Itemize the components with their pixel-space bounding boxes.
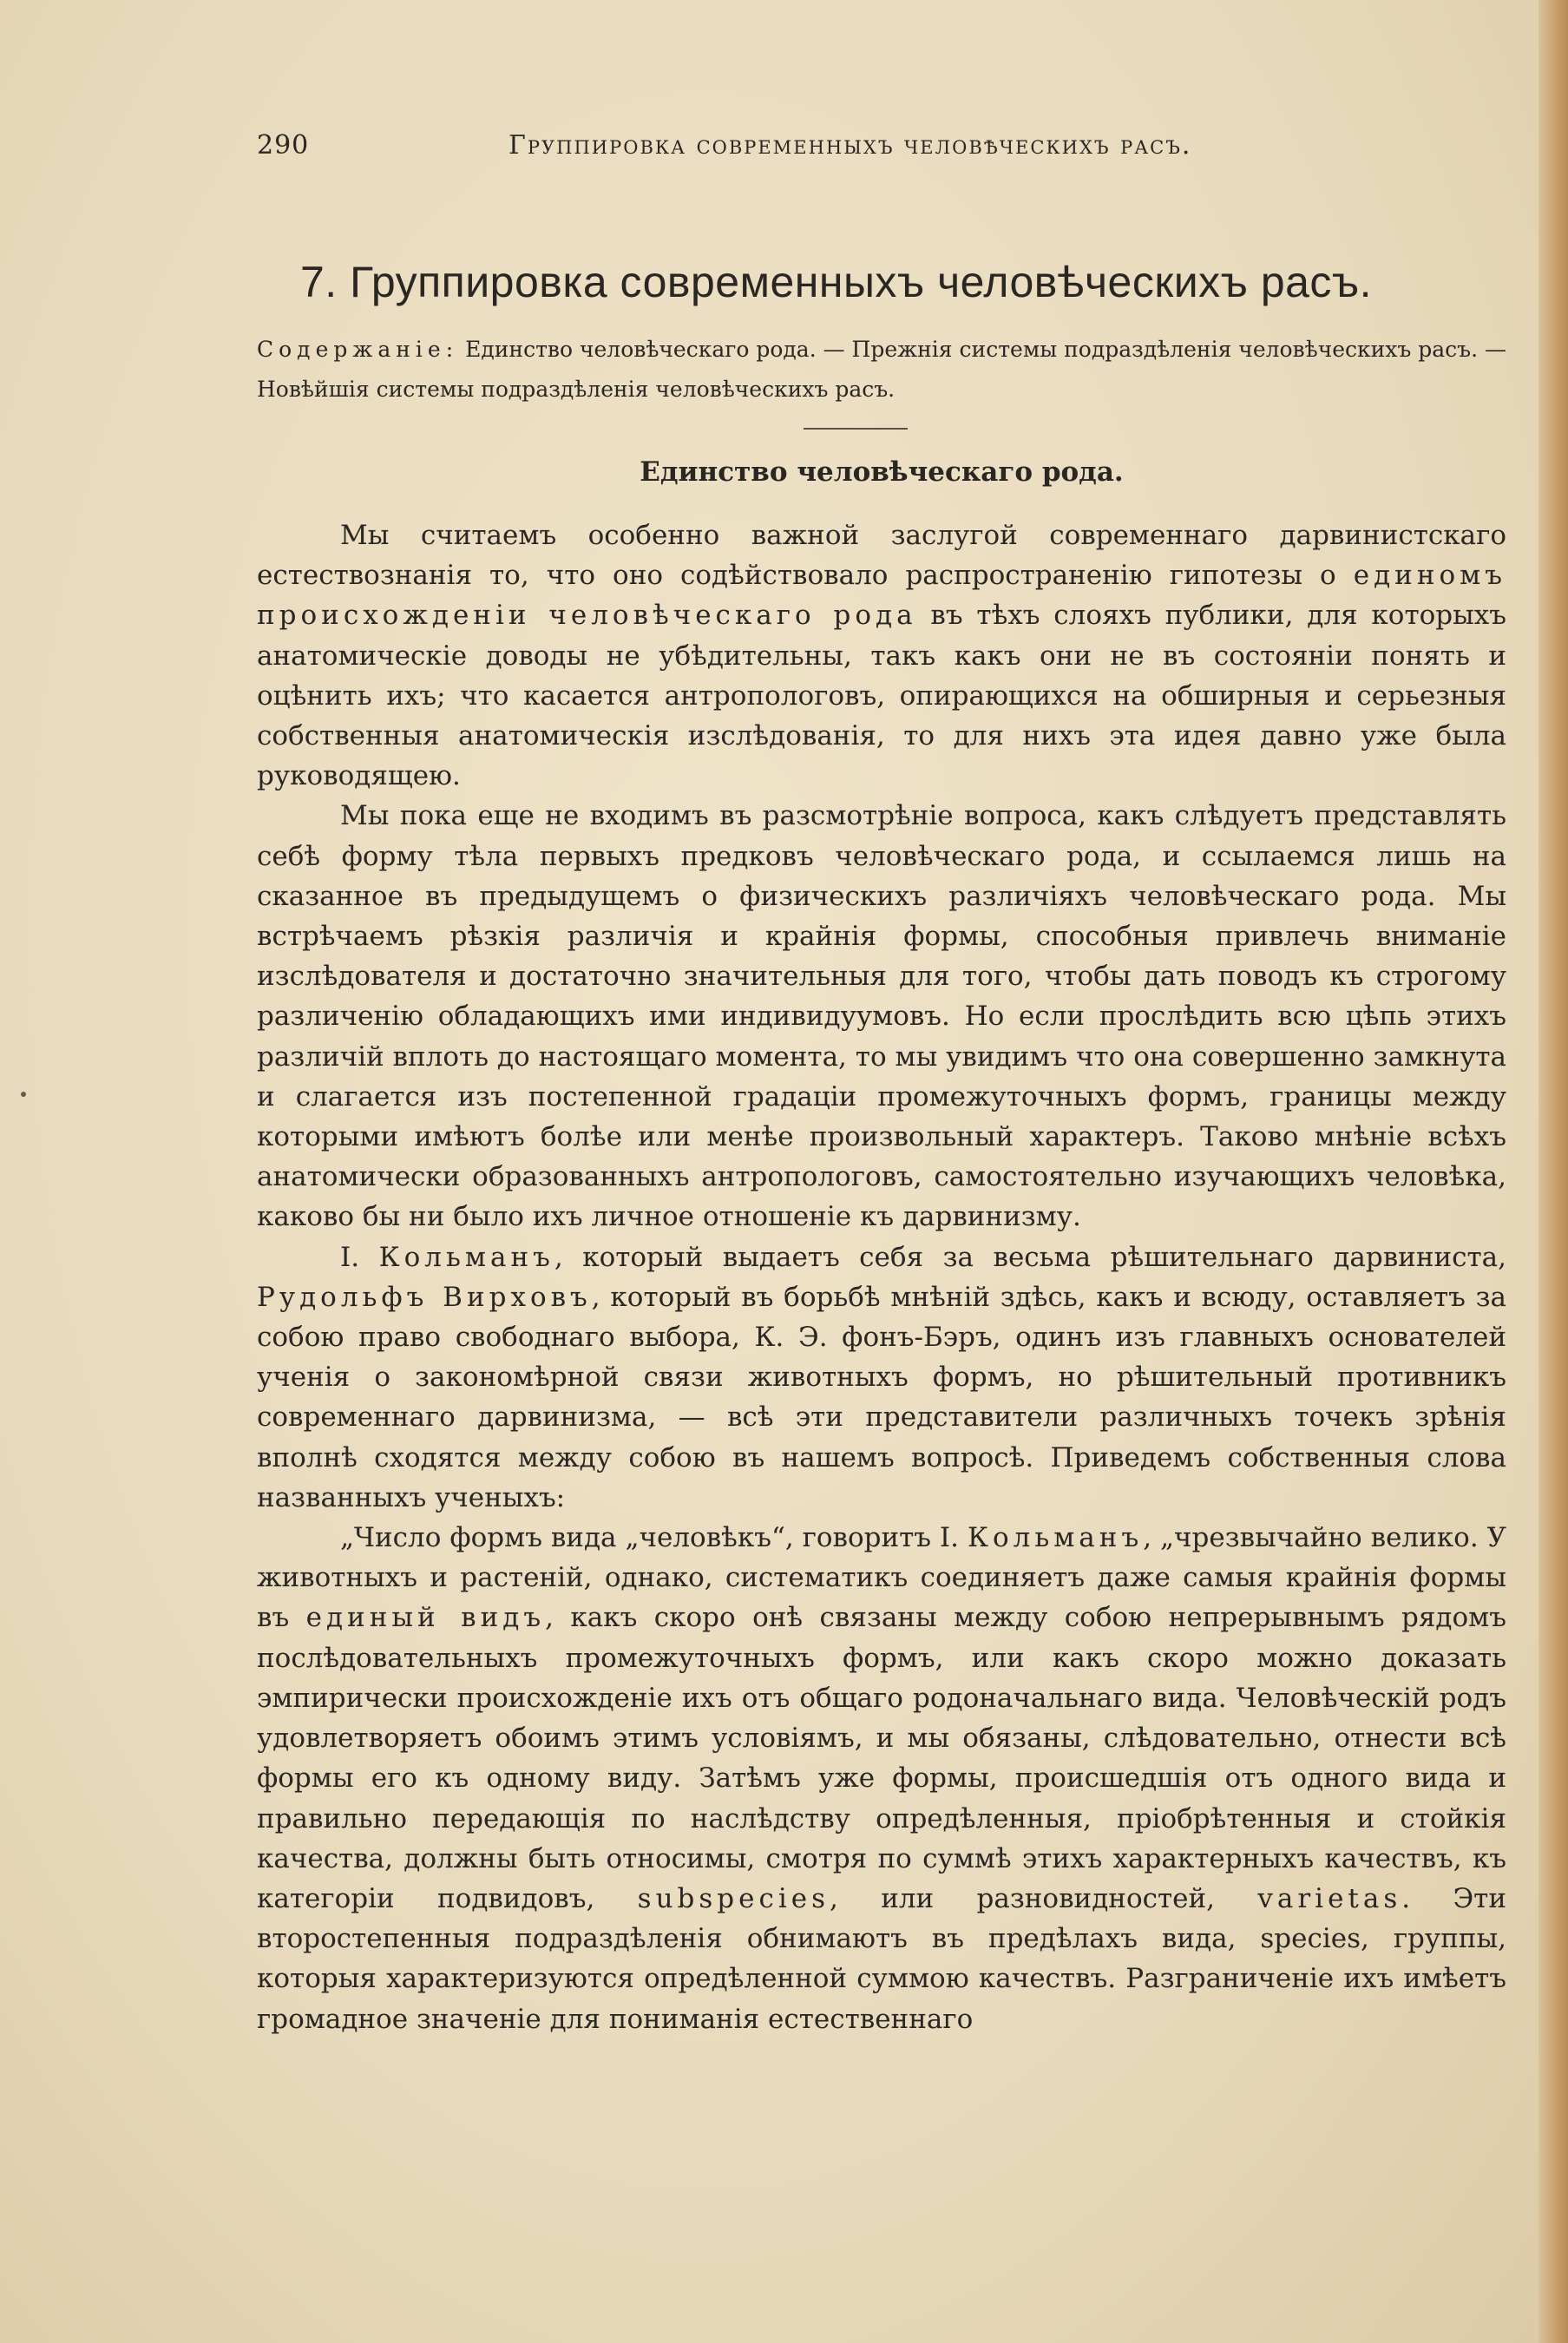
paragraph-2: Мы пока еще не входимъ въ разсмотрѣнiе вопроса, какъ слѣдуетъ представлять себѣ форму тѣла первыхъ предковъ человѣческаго рода, и ссылаемся лишь на сказанное въ предыдущемъ о физическихъ различiяхъ человѣческаго рода. Мы встрѣчаемъ рѣзкiя различiя и крайнiя формы, способныя привлечь вниманiе изслѣдователя и достаточно значительныя для того, чтобы дать поводъ къ строгому различенiю обладающихъ ими индивидуумовъ. Но если прослѣдить всю цѣпь этихъ различiй вплоть до настоящаго момента, то мы увидимъ что она совершенно замкнута и слагается изъ постепенной градацiи промежуточныхъ формъ, границы между которыми имѣютъ болѣе или менѣе произвольный характеръ. Таково мнѣнiе всѣхъ анатомически образованныхъ антропологовъ, самостоятельно изучающихъ человѣка, каково бы ни было ихъ личное отношенiе къ дарвинизму. — [257, 800, 1506, 1233]
spaced-emphasis: Рудольфъ Вирховъ — [257, 1281, 592, 1313]
text-run: , который въ борьбѣ мнѣнiй здѣсь, какъ и всюду, оставляетъ за собою право свободнаго выбора, К. Э. фонъ-Бэръ, одинъ изъ главныхъ основателей ученiя о закономѣрной связи животныхъ формъ, но рѣшительный противникъ современнаго дарвинизма, — всѣ эти представители различныхъ точекъ зрѣнiя вполнѣ сходятся между собою въ нашемъ вопросѣ. Приведемъ собственныя слова названныхъ ученыхъ: — [257, 1281, 1506, 1513]
spaced-emphasis: subspecies — [637, 1882, 830, 1914]
ink-speck — [21, 1092, 26, 1097]
divider-rule — [804, 428, 908, 430]
text-run: , который выдаетъ себя за весьма рѣшительнаго дарвиниста, — [554, 1241, 1506, 1273]
contents-label: Содержанiе: — [257, 337, 459, 362]
spaced-emphasis: varietas — [1257, 1882, 1402, 1914]
text-run: „Число формъ вида „человѣкъ“, говоритъ I. — [340, 1522, 960, 1554]
spaced-emphasis: единый видъ — [305, 1602, 546, 1634]
text-run: Мы считаемъ особенно важной заслугой современнаго дарвинистскаго естествознанiя то, что оно содѣйствовало распространенiю гипотезы о — [257, 520, 1506, 592]
chapter-contents — [257, 330, 1506, 410]
paragraph-4 — [257, 1518, 1506, 2039]
chapter-title: 7. Группировка современныхъ человѣческихъ расъ. — [300, 258, 1373, 306]
text-run: , или разновидностей, — [830, 1882, 1216, 1914]
page-number: 290 — [257, 130, 310, 161]
page-edge-shadow — [1538, 0, 1568, 2343]
text-run: , какъ скоро онѣ связаны между собою непрерывнымъ рядомъ послѣдовательныхъ промежуточныхъ формъ, или какъ скоро можно доказать эмпирически происхожденiе ихъ отъ общаго родоначальнаго вида. Человѣческiй родъ удовлетворяетъ обоимъ этимъ условiямъ, и мы обязаны, слѣдовательно, отнести всѣ формы его къ одному виду. Затѣмъ уже формы, происшедшiя отъ одного вида и правильно передающiя по наслѣдству опредѣленныя, прiобрѣтенныя и стойкiя качества, должны быть относимы, смотря по суммѣ этихъ характерныхъ качествъ, къ категорiи подвидовъ, — [257, 1602, 1506, 1914]
paragraph-3 — [257, 1237, 1506, 1518]
running-head-title: Группировка современныхъ человѣческихъ расъ. — [508, 130, 1192, 161]
text-run: , „чрезвычайно велико. У животныхъ и растенiй, однако, систематикъ соединяетъ даже самыя крайнiя формы въ — [257, 1522, 1507, 1634]
spaced-emphasis: Кольманъ — [378, 1241, 554, 1273]
spaced-emphasis: единомъ происхожденiи человѣческаго рода — [257, 560, 1506, 632]
section-heading: Единство человѣческаго рода. — [640, 456, 1124, 488]
text-run: . Эти второстепенныя подраздѣленiя обнимаютъ въ предѣлахъ вида, species, группы, которыя характеризуются опредѣленной суммою качествъ. Разграниченiе ихъ имѣетъ громадное значенiе для пониманiя естественнаго — [257, 1882, 1506, 2035]
running-head — [257, 130, 1281, 168]
contents-text: Единство человѣческаго рода. — Прежнiя системы подраздѣленiя человѣческихъ расъ. — Новѣйшiя системы подраздѣленiя человѣческихъ расъ. — [257, 337, 1506, 402]
text-run: въ тѣхъ слояхъ публики, для которыхъ анатомическiе доводы не убѣдительны, такъ какъ они не въ состоянiи понять и оцѣнить ихъ; что касается антропологовъ, опирающихся на обширныя и серьезныя собственныя анатомическiя изслѣдованiя, то для нихъ эта идея давно уже была руководящею. — [257, 600, 1507, 792]
body-text — [257, 515, 1506, 2039]
spaced-emphasis: Кольманъ — [967, 1522, 1144, 1554]
paragraph-1 — [257, 515, 1506, 796]
text-run: I. — [340, 1241, 360, 1273]
